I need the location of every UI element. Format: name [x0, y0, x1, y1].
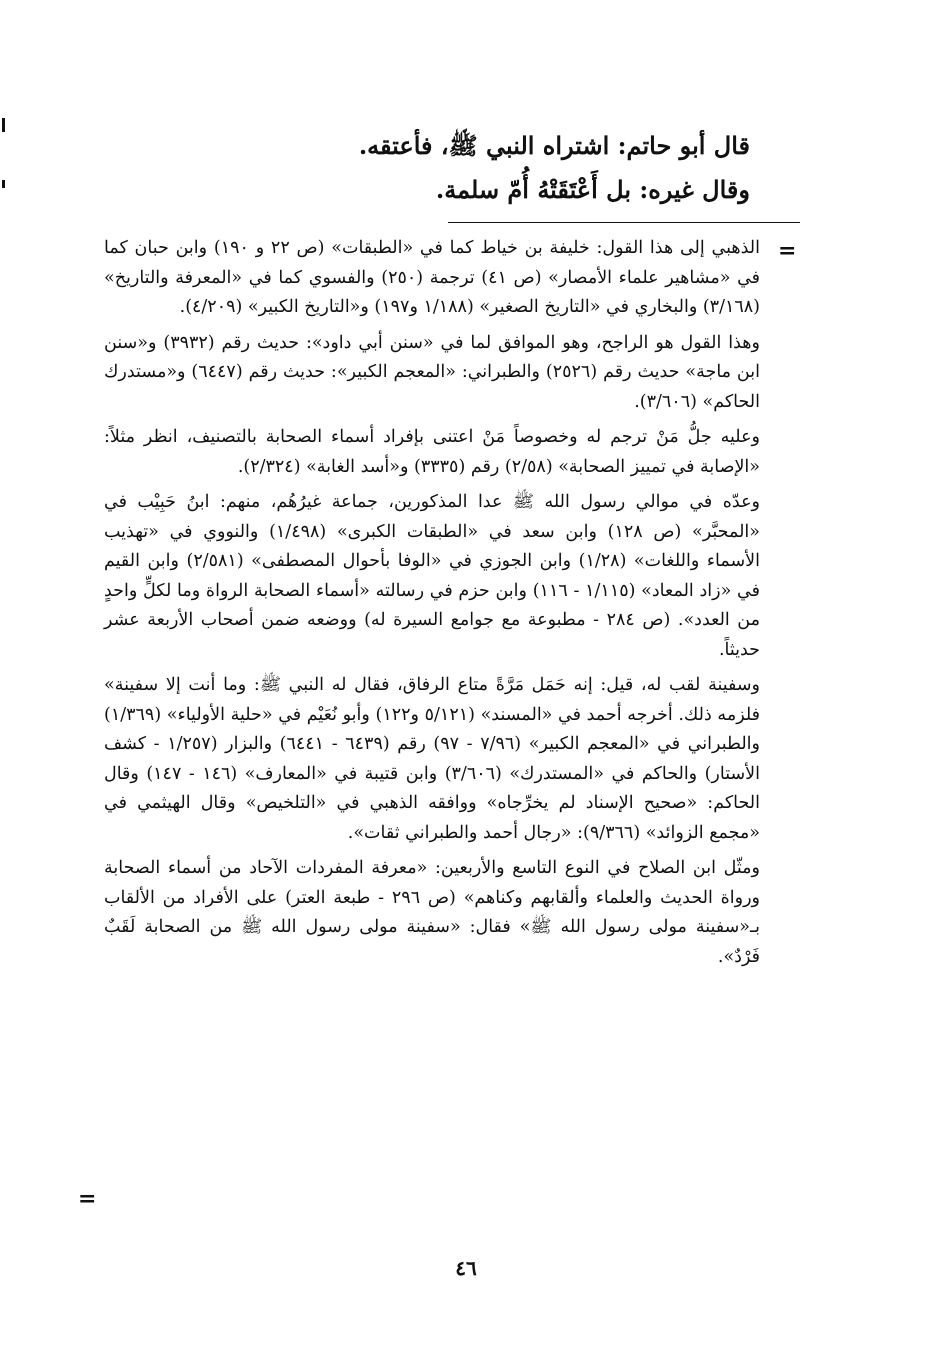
- footnote-separator: [448, 222, 800, 223]
- footnote-continuation-mark: =: [778, 238, 797, 264]
- scan-edge-mark: [2, 118, 5, 132]
- footnote-continuation-mark: =: [78, 1186, 97, 1212]
- footnotes: [104, 234, 760, 978]
- footnote-paragraph: وعليه جلُّ مَنْ ترجم له وخصوصاً مَنْ اعتنى بإفراد أسماء الصحابة بالتصنيف، انظر مثلاً: «الإصابة في تمييز الصحابة» (٢/٥٨) رقم (٣٣٣٥) و«أسد الغابة» (٢/٣٢٤).: [104, 427, 760, 477]
- footnote-paragraph: وسفينة لقب له، قيل: إنه حَمَل مَرَّةً متاع الرفاق، فقال له النبي ﷺ: وما أنت إلا سفينة» فلزمه ذلك. أخرجه أحمد في «المسند» (٥/١٢١ و١٢٢) وأبو نُعَيْم في «حلية الأولياء» (١/٣٦٩) والطبراني في «المعجم الكبير» (٧/٩٦ - ٩٧) رقم (٦٤٣٩ - ٦٤٤١) والبزار (١/٢٥٧ - كشف الأستار) والحاكم في «المستدرك» (٣/٦٠٦) وابن قتيبة في «المعارف» (١٤٦ - ١٤٧) وقال الحاكم: «صحيح الإسناد لم يخرِّجاه» ووافقه الذهبي في «التلخيص» وقال الهيثمي في «مجمع الزوائد» (٩/٣٦٦): «رجال أحمد والطبراني ثقات».: [104, 675, 761, 843]
- footnote-paragraph: وعدّه في موالي رسول الله ﷺ عدا المذكورين، جماعة غيرُهُم، منهم: ابنُ حَبِيْب في «المحبَّر» (ص ١٢٨) وابن سعد في «الطبقات الكبرى» (١/٤٩٨) والنووي في «تهذيب الأسماء واللغات» (١/٢٨) وابن الجوزي في «الوفا بأحوال المصطفى» (٢/٥٨١) وابن القيم في «زاد المعاد» (١/١١٥ - ١١٦) وابن حزم في رسالته «أسماء الصحابة الرواة وما لكلٍّ واحدٍ من العدد». (ص ٢٨٤ - مطبوعة مع جوامع السيرة له) ووضعه ضمن أصحاب الأربعة عشر حديثاً.: [104, 492, 761, 660]
- main-text-line: قال أبو حاتم: اشتراه النبي ﷺ، فأعتقه.: [358, 131, 750, 160]
- footnote-paragraph: ومثّل ابن الصلاح في النوع التاسع والأربعين: «معرفة المفردات الآحاد من أسماء الصحابة ورواة الحديث والعلماء وألقابهم وكناهم» (ص ٢٩٦ - طبعة العتر) على الأفراد من الألقاب بـ«سفينة مولى رسول الله ﷺ» فقال: «سفينة مولى رسول الله ﷺ من الصحابة لَقَبٌ فَرْدٌ».: [104, 858, 760, 967]
- footnote-paragraph: الذهبي إلى هذا القول: خليفة بن خياط كما في «الطبقات» (ص ٢٢ و ١٩٠) وابن حبان كما في «مشاهير علماء الأمصار» (ص ٤١) ترجمة (٢٥٠) والفسوي كما في «المعرفة والتاريخ» (٣/١٦٨) والبخاري في «التاريخ الصغير» (١/١٨٨ و١٩٧) و«التاريخ الكبير» (٤/٢٠٩).: [104, 238, 761, 317]
- footnote-paragraph: وهذا القول هو الراجح، وهو الموافق لما في «سنن أبي داود»: حديث رقم (٣٩٣٢) و«سنن ابن ماجة» حديث رقم (٢٥٢٦) والطبراني: «المعجم الكبير»: حديث رقم (٦٤٤٧) و«مستدرك الحاكم» (٣/٦٠٦).: [104, 332, 760, 412]
- main-text: [330, 124, 750, 212]
- main-text-line: وقال غيره: بل أَعْتَقَتْهُ أُمّ سلمة.: [435, 175, 750, 204]
- scan-edge-mark: [2, 180, 5, 188]
- page-number: ٤٦: [455, 1256, 477, 1280]
